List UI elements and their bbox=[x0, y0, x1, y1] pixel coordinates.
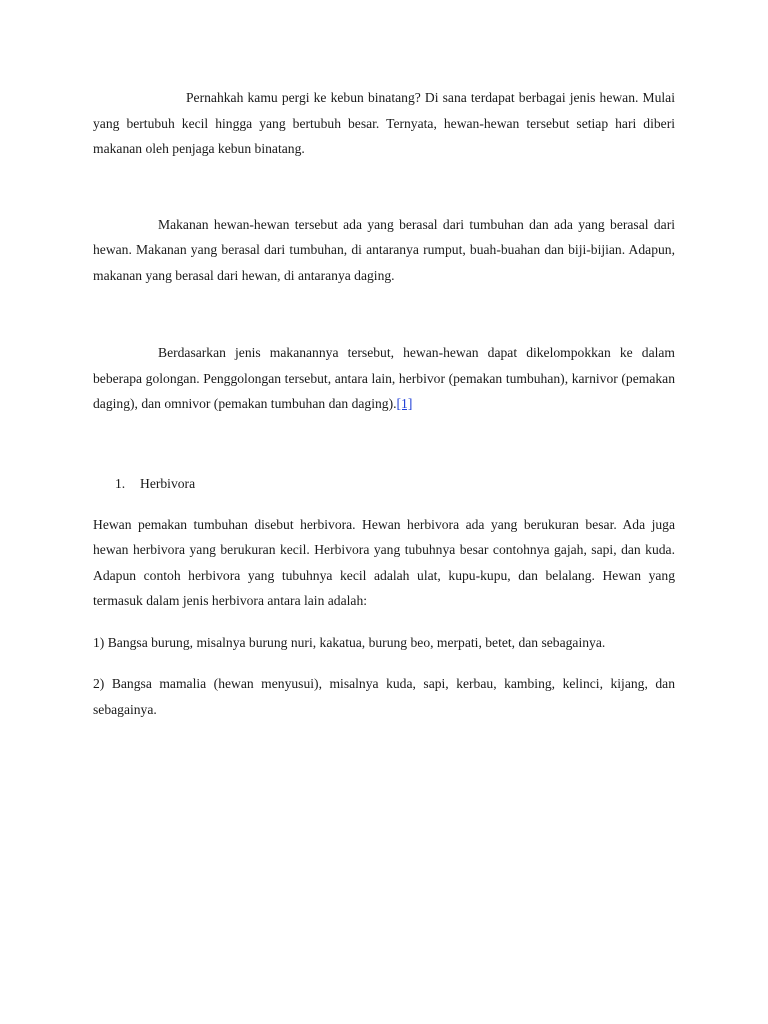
footnote-link[interactable]: [1] bbox=[396, 396, 413, 411]
section-heading-herbivora bbox=[93, 471, 675, 496]
paragraph-food-sources: Makanan hewan-hewan tersebut ada yang berasal dari tumbuhan dan ada yang berasal dari hewan. Makanan yang berasal dari tumbuhan, di antaranya rumput, buah-buahan dan biji-bijian. Adapun, makanan yang berasal dari hewan, di antaranya daging. bbox=[93, 216, 675, 283]
paragraph-zoo-intro: Pernahkah kamu pergi ke kebun binatang? Di sana terdapat berbagai jenis hewan. Mulai yang bertubuh kecil hingga yang bertubuh besar. Ternyata, hewan-hewan tersebut setiap hari diberi makanan oleh penjaga kebun binatang. bbox=[93, 90, 675, 156]
paragraph-herbivora-desc: Hewan pemakan tumbuhan disebut herbivora. Hewan herbivora ada yang berukuran besar. Ada juga hewan herbivora yang berukuran kecil. Herbivora yang tubuhnya besar contohnya gajah, sapi, dan kuda. Adapun contoh herbivora yang tubuhnya kecil adalah ulat, kupu-kupu, dan belalang. Hewan yang termasuk dalam jenis herbivora antara lain adalah: bbox=[93, 516, 675, 608]
document-page bbox=[93, 85, 675, 722]
list-item-birds: 1) Bangsa burung, misalnya burung nuri, kakatua, burung beo, merpati, betet, dan sebagainya. bbox=[93, 634, 606, 650]
section-number: 1. bbox=[115, 475, 126, 491]
paragraph-classification-text: Berdasarkan jenis makanannya tersebut, hewan-hewan dapat dikelompokkan ke dalam beberapa golongan. Penggolongan tersebut, antara lain, herbivor (pemakan tumbuhan), karnivor (pemakan daging), dan omnivor (pemakan tumbuhan dan daging). bbox=[93, 345, 675, 411]
section-title: Herbivora bbox=[140, 475, 196, 491]
paragraph-classification bbox=[93, 340, 675, 417]
list-item-mammals: 2) Bangsa mamalia (hewan menyusui), misalnya kuda, sapi, kerbau, kambing, kelinci, kijang, dan sebagainya. bbox=[93, 676, 675, 717]
